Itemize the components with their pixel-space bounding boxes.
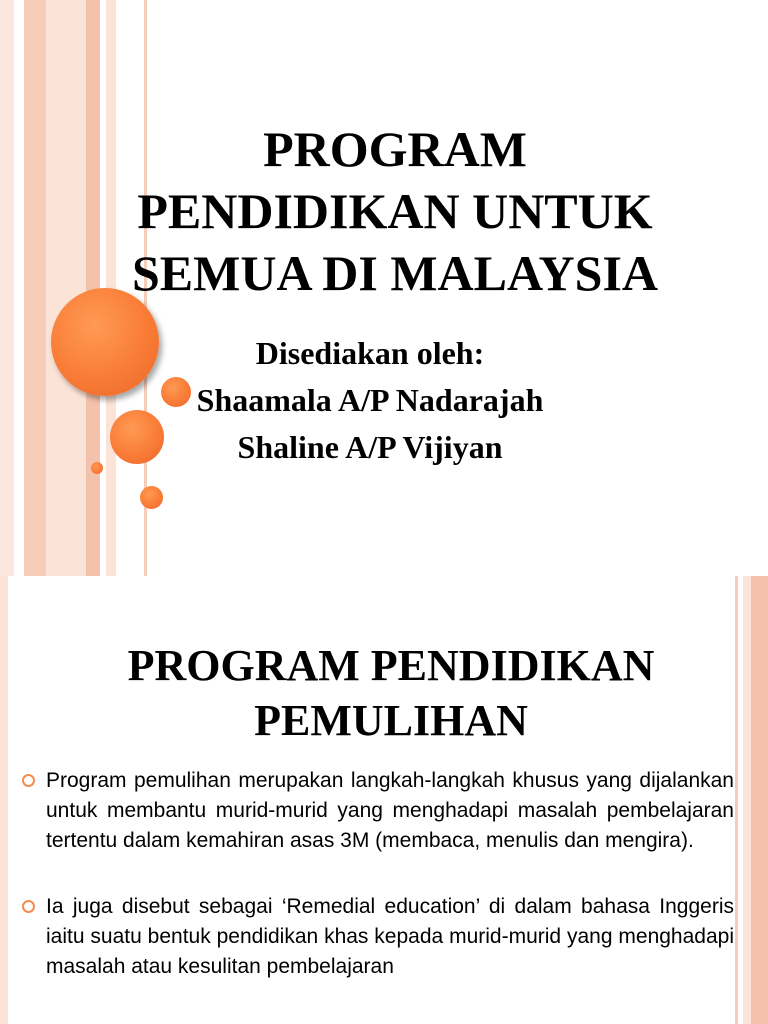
content-slide [0, 576, 768, 1024]
hollow-circle-icon [22, 900, 35, 913]
bullet-text: Program pemulihan merupakan langkah-langkah khusus yang dijalankan untuk membantu murid-murid yang menghadapi masalah pembelajaran tertentu dalam kemahiran asas 3M (membaca, menulis dan mengira). [46, 769, 734, 852]
decor-stripe [751, 576, 768, 1024]
decor-circle [91, 462, 103, 474]
slide-subtitle [120, 330, 620, 471]
decor-stripe [46, 0, 86, 576]
title-line: PENDIDIKAN UNTUK [137, 183, 653, 239]
decor-circle [140, 486, 163, 509]
bullet-item [18, 766, 734, 856]
decor-stripe [0, 576, 8, 1024]
slide-title [95, 118, 695, 304]
bullet-list [18, 766, 734, 1018]
bullet-item [18, 892, 734, 982]
title-line: PROGRAM PENDIDIKAN [127, 641, 655, 690]
author-name: Shaline A/P Vijiyan [237, 429, 503, 465]
prepared-by-label: Disediakan oleh: [255, 335, 485, 371]
title-line: PROGRAM [263, 121, 527, 177]
author-name: Shaamala A/P Nadarajah [196, 382, 544, 418]
slide-title [50, 638, 732, 748]
title-line: PEMULIHAN [254, 696, 528, 745]
title-line: SEMUA DI MALAYSIA [131, 245, 659, 301]
decor-stripe [0, 0, 14, 576]
decor-stripe [743, 576, 751, 1024]
bullet-text: Ia juga disebut sebagai ‘Remedial education’ di dalam bahasa Inggeris iaitu suatu bentuk pendidikan khas kepada murid-murid yang menghadapi masalah atau kesulitan pembelajaran [46, 895, 734, 978]
decor-stripe [735, 576, 738, 1024]
hollow-circle-icon [22, 774, 35, 787]
decor-stripe [24, 0, 46, 576]
